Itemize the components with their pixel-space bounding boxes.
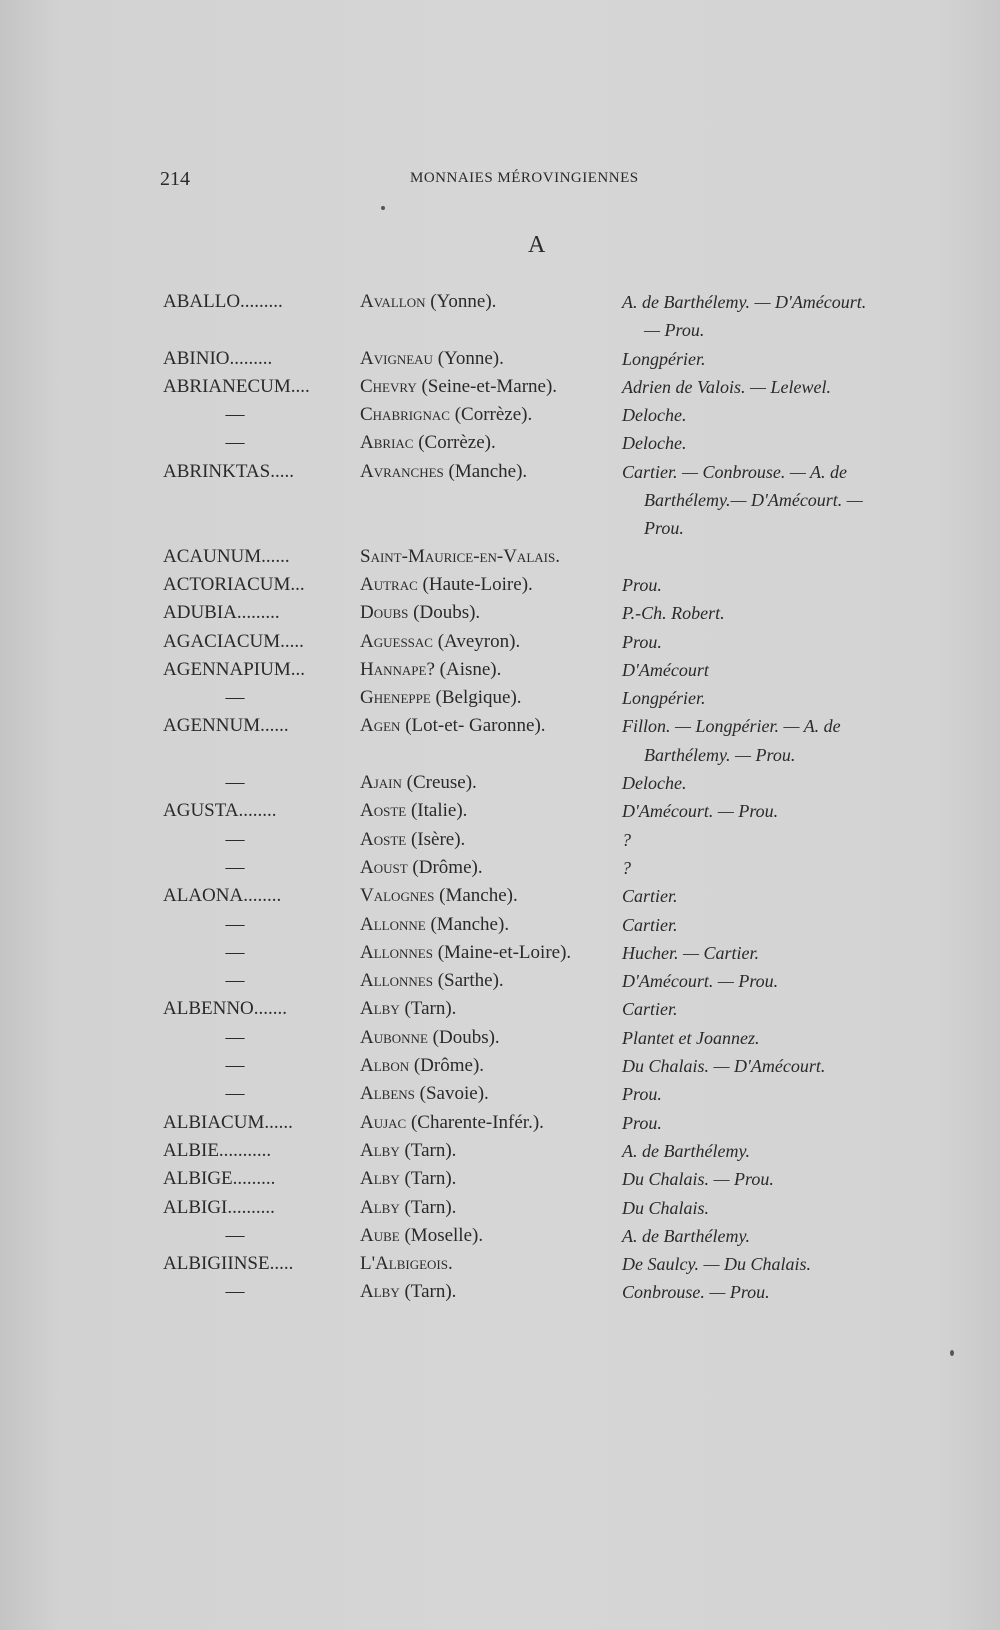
index-entry [0, 1165, 1000, 1193]
attribution [622, 1222, 932, 1250]
attribution [622, 1080, 932, 1108]
place-name: Aoste [360, 828, 407, 850]
modern-place [360, 656, 620, 684]
index-entry [0, 288, 1000, 345]
index-entry [0, 826, 1000, 854]
place-region: (Doubs). [427, 1026, 500, 1048]
place-name: Alby [360, 1168, 400, 1190]
latin-name: ALBIGIINSE..... [163, 1253, 294, 1275]
attribution [622, 826, 932, 854]
attribution-line: Cartier. — Conbrouse. — A. de [622, 461, 848, 482]
latin-name: ABRIANECUM.... [163, 375, 310, 397]
index-entry [0, 1024, 1000, 1052]
place-region: (Drôme). [407, 856, 483, 878]
place-region: (Haute-Loire). [417, 573, 533, 595]
attribution-line: D'Amécourt. — Prou. [622, 801, 779, 822]
index-entry [0, 458, 1000, 543]
modern-place [360, 939, 620, 967]
place-name: Aubonne [360, 1026, 428, 1048]
modern-place [360, 401, 620, 429]
attribution [622, 1165, 932, 1193]
attribution [622, 1024, 932, 1052]
latin-name: — [225, 941, 245, 963]
index-entry [0, 797, 1000, 825]
place-region: (Tarn). [399, 1281, 457, 1303]
index-table [0, 288, 1000, 1307]
place-name: Aoust [360, 856, 408, 878]
index-entry [0, 911, 1000, 939]
modern-place [360, 1222, 620, 1250]
attribution-line: Plantet et Joannez. [622, 1027, 760, 1048]
attribution [622, 684, 932, 712]
latin-name: — [225, 687, 245, 709]
latin-name: AGENNUM...... [163, 715, 289, 737]
attribution [622, 345, 932, 373]
modern-place [360, 1250, 620, 1278]
latin-name: — [225, 772, 245, 794]
attribution [622, 1109, 932, 1137]
attribution-line: De Saulcy. — Du Chalais. [622, 1254, 811, 1275]
place-region: (Italie). [406, 800, 468, 822]
place-region: (Seine-et-Marne). [416, 375, 558, 397]
page-number: 214 [160, 168, 190, 190]
modern-place [360, 769, 620, 797]
index-entry [0, 1109, 1000, 1137]
attribution-line: Du Chalais. [622, 1197, 710, 1218]
place-name: Chabrignac [360, 404, 450, 426]
place-name: Aoste [360, 800, 407, 822]
place-region: (Doubs). [408, 602, 481, 624]
index-entry [0, 684, 1000, 712]
place-name: Chevry [360, 375, 417, 397]
modern-place [360, 797, 620, 825]
attribution-line: Deloche. [622, 773, 687, 794]
latin-name: ABRINKTAS..... [163, 460, 294, 482]
index-entry [0, 769, 1000, 797]
latin-name: — [225, 856, 245, 878]
index-entry [0, 1080, 1000, 1108]
index-entry [0, 1137, 1000, 1165]
place-name: Allonnes [360, 970, 433, 992]
index-entry [0, 939, 1000, 967]
place-name: Avranches [360, 460, 444, 482]
index-entry [0, 1250, 1000, 1278]
attribution [622, 656, 932, 684]
attribution [622, 967, 932, 995]
modern-place [360, 1024, 620, 1052]
attribution [622, 1278, 932, 1306]
index-entry [0, 543, 1000, 571]
index-entry [0, 882, 1000, 910]
place-region: (Corrèze). [413, 432, 496, 454]
attribution [622, 1052, 932, 1080]
attribution-line: Du Chalais. — D'Amécourt. [622, 1056, 826, 1077]
attribution [622, 995, 932, 1023]
index-entry [0, 429, 1000, 457]
place-name: Avigneau [360, 347, 433, 369]
index-entry [0, 628, 1000, 656]
place-region: (Manche). [425, 913, 510, 935]
modern-place [360, 1052, 620, 1080]
modern-place [360, 429, 620, 457]
latin-name: ABINIO......... [163, 347, 273, 369]
modern-place [360, 599, 620, 627]
index-entry [0, 1194, 1000, 1222]
latin-name: ALAONA........ [163, 885, 282, 907]
attribution-line: A. de Barthélemy. [622, 1140, 750, 1161]
index-entry [0, 967, 1000, 995]
place-name: Alby [360, 998, 400, 1020]
attribution-line: Longpérier. [622, 348, 706, 369]
attribution [622, 628, 932, 656]
attribution [622, 458, 932, 543]
attribution-continuation: Barthélemy.— D'Amécourt. — [644, 490, 863, 511]
place-name: Abriac [360, 432, 414, 454]
attribution [622, 1137, 932, 1165]
place-region: (Tarn). [399, 1196, 457, 1218]
modern-place [360, 543, 620, 571]
modern-place [360, 1137, 620, 1165]
index-entry [0, 1052, 1000, 1080]
latin-name: — [225, 1281, 245, 1303]
modern-place [360, 1109, 620, 1137]
latin-name: — [225, 1083, 245, 1105]
place-region: (Tarn). [399, 1168, 457, 1190]
place-region: (Creuse). [401, 772, 477, 794]
modern-place [360, 1080, 620, 1108]
place-name: Alby [360, 1196, 400, 1218]
attribution-line: Prou. [622, 1112, 662, 1133]
attribution-line: Prou. [622, 574, 662, 595]
attribution-line: Deloche. [622, 405, 687, 426]
section-letter: A [528, 232, 546, 258]
latin-name: ACAUNUM...... [163, 545, 290, 567]
attribution [622, 401, 932, 429]
attribution [622, 599, 932, 627]
attribution-line: P.-Ch. Robert. [622, 603, 725, 624]
latin-name: AGACIACUM..... [163, 630, 304, 652]
attribution-line: D'Amécourt. — Prou. [622, 971, 779, 992]
ink-spot [950, 1350, 954, 1356]
index-entry [0, 656, 1000, 684]
attribution [622, 797, 932, 825]
place-name: Albon [360, 1055, 410, 1077]
place-region: (Yonne). [425, 291, 497, 312]
modern-place [360, 854, 620, 882]
attribution-line: Du Chalais. — Prou. [622, 1169, 774, 1190]
attribution [622, 288, 932, 345]
place-region: (Isère). [406, 828, 466, 850]
latin-name: ALBIE........... [163, 1139, 272, 1161]
place-name: Albens [360, 1083, 415, 1105]
attribution-line: Cartier. [622, 914, 678, 935]
place-name: Allonnes [360, 941, 433, 963]
modern-place [360, 684, 620, 712]
place-name: Autrac [360, 573, 418, 595]
index-entry [0, 1278, 1000, 1306]
attribution-line: A. de Barthélemy. [622, 1225, 750, 1246]
attribution-line: Conbrouse. — Prou. [622, 1282, 770, 1303]
attribution [622, 1194, 932, 1222]
attribution [622, 1250, 932, 1278]
latin-name: — [225, 970, 245, 992]
latin-name: AGENNAPIUM... [163, 658, 305, 680]
modern-place [360, 458, 620, 486]
modern-place [360, 571, 620, 599]
latin-name: ACTORIACUM... [163, 573, 305, 595]
place-region: (Yonne). [432, 347, 504, 369]
place-name: Doubs [360, 602, 409, 624]
latin-name: ADUBIA......... [163, 602, 280, 624]
attribution-line: Deloche. [622, 433, 687, 454]
attribution-line: Hucher. — Cartier. [622, 942, 760, 963]
modern-place [360, 373, 620, 401]
place-region: (Belgique). [430, 687, 522, 709]
modern-place [360, 1278, 620, 1306]
modern-place [360, 826, 620, 854]
place-region: (Manche). [434, 885, 518, 907]
place-region: (Aisne). [434, 658, 502, 680]
latin-name: ALBIGI.......... [163, 1196, 275, 1218]
place-region: (Tarn). [399, 998, 457, 1020]
latin-name: — [225, 913, 245, 935]
modern-place [360, 288, 620, 316]
place-region: (Aveyron). [432, 630, 521, 652]
page-header [160, 168, 860, 198]
index-entry [0, 712, 1000, 769]
place-region: (Corrèze). [449, 404, 533, 426]
modern-place [360, 995, 620, 1023]
attribution-line: Prou. [622, 1084, 662, 1105]
attribution-continuation: Barthélemy. — Prou. [644, 744, 796, 765]
index-entry [0, 854, 1000, 882]
attribution-line: Cartier. [622, 999, 678, 1020]
attribution [622, 854, 932, 882]
index-entry [0, 1222, 1000, 1250]
place-region: (Moselle). [399, 1224, 484, 1246]
modern-place [360, 882, 620, 910]
attribution-line: D'Amécourt [622, 659, 709, 680]
attribution-continuation: — Prou. [644, 320, 705, 341]
modern-place [360, 1165, 620, 1193]
attribution [622, 712, 932, 769]
place-region: (Charente-Infér.). [406, 1111, 544, 1133]
modern-place [360, 967, 620, 995]
place-name: Avallon [360, 291, 426, 312]
latin-name: — [225, 1224, 245, 1246]
attribution [622, 911, 932, 939]
attribution-line: ? [622, 857, 631, 878]
place-name: Alby [360, 1281, 400, 1303]
latin-name: — [225, 432, 245, 454]
latin-name: — [225, 404, 245, 426]
attribution-line: Fillon. — Longpérier. — A. de [622, 716, 841, 737]
attribution-continuation: Prou. [644, 518, 684, 539]
place-region: (Lot-et- Garonne). [400, 715, 546, 737]
attribution-line: Longpérier. [622, 688, 706, 709]
place-region: (Drôme). [409, 1055, 485, 1077]
place-name: Alby [360, 1139, 400, 1161]
place-name: L'Albigeois. [360, 1253, 453, 1275]
latin-name: AGUSTA........ [163, 800, 277, 822]
ink-spot [381, 206, 385, 210]
index-entry [0, 401, 1000, 429]
place-name: Allonne [360, 913, 426, 935]
latin-name: — [225, 1055, 245, 1077]
place-name: Hannape? [360, 658, 435, 680]
place-name: Agen [360, 715, 401, 737]
place-name: Aube [360, 1224, 400, 1246]
latin-name: — [225, 828, 245, 850]
index-entry [0, 571, 1000, 599]
latin-name: ABALLO......... [163, 291, 283, 312]
place-name: Aguessac [360, 630, 433, 652]
attribution [622, 373, 932, 401]
place-region: (Maine-et-Loire). [432, 941, 572, 963]
modern-place [360, 712, 620, 740]
attribution [622, 882, 932, 910]
latin-name: — [225, 1026, 245, 1048]
attribution [622, 939, 932, 967]
attribution-line: ? [622, 829, 631, 850]
place-name: Ajain [360, 772, 402, 794]
modern-place [360, 911, 620, 939]
attribution [622, 769, 932, 797]
modern-place [360, 345, 620, 373]
modern-place [360, 1194, 620, 1222]
latin-name: ALBIACUM...... [163, 1111, 293, 1133]
index-entry [0, 345, 1000, 373]
place-name: Valognes [360, 885, 435, 907]
latin-name: ALBIGE......... [163, 1168, 276, 1190]
running-title: MONNAIES MÉROVINGIENNES [410, 170, 639, 186]
latin-name: ALBENNO....... [163, 998, 288, 1020]
place-region: (Sarthe). [432, 970, 504, 992]
place-region: (Savoie). [414, 1083, 489, 1105]
attribution-line: A. de Barthélemy. — D'Amécourt. [622, 292, 867, 312]
modern-place [360, 628, 620, 656]
index-entry [0, 599, 1000, 627]
place-region: (Tarn). [399, 1139, 457, 1161]
place-name: Gheneppe [360, 687, 431, 709]
attribution [622, 429, 932, 457]
place-region: (Manche). [443, 460, 528, 482]
attribution-line: Adrien de Valois. — Lelewel. [622, 376, 831, 397]
index-entry [0, 373, 1000, 401]
attribution-line: Prou. [622, 631, 662, 652]
place-name: Saint-Maurice-en-Valais. [360, 545, 560, 567]
place-name: Aujac [360, 1111, 407, 1133]
attribution-line: Cartier. [622, 886, 678, 907]
index-entry [0, 995, 1000, 1023]
attribution [622, 571, 932, 599]
